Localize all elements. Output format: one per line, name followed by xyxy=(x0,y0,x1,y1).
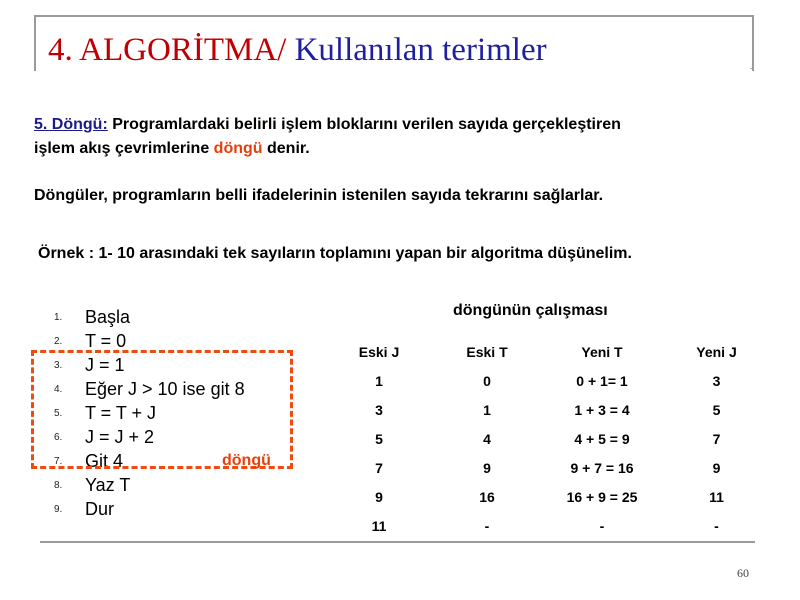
table-cell: 9 xyxy=(375,488,383,505)
example-text: Örnek : 1- 10 arasındaki tek sayıların toplamını yapan bir algoritma düşünelim. xyxy=(38,245,632,262)
table-row xyxy=(325,453,770,482)
step-text: T = 0 xyxy=(85,331,127,351)
definition-term: 5. Döngü: xyxy=(34,116,108,133)
definition-line-3: Döngüler, programların belli ifadelerinin istenilen sayıda tekrarını sağlarlar. xyxy=(34,187,604,204)
step-number: 5. xyxy=(54,408,63,419)
table-cell: 3 xyxy=(712,372,721,389)
table-cell: 1 + 3 = 4 xyxy=(574,401,630,418)
footer-divider xyxy=(40,541,755,543)
title-prefix: 4. ALGORİTMA/ xyxy=(48,32,287,68)
table-header-row xyxy=(325,337,770,366)
step-number: 8. xyxy=(54,480,63,491)
table-cell: 7 xyxy=(375,459,383,476)
table-cell: 11 xyxy=(709,488,724,505)
definition-line-2-after: denir. xyxy=(262,140,310,157)
table-cell: 9 + 7 = 16 xyxy=(570,459,634,476)
definition-highlight: döngü xyxy=(213,140,263,157)
column-header: Eski T xyxy=(466,343,508,360)
loop-label: döngü xyxy=(222,452,271,469)
table-row xyxy=(325,424,770,453)
step-text: Yaz T xyxy=(85,475,131,495)
table-cell: 4 + 5 = 9 xyxy=(574,430,630,447)
slide-title xyxy=(48,30,547,70)
table-caption: döngünün çalışması xyxy=(453,302,608,319)
step-text: J = J + 2 xyxy=(85,427,155,447)
table-cell: - xyxy=(714,517,719,534)
step-text: Başla xyxy=(85,307,131,327)
step-number: 3. xyxy=(54,360,63,371)
table-row xyxy=(325,395,770,424)
table-row xyxy=(325,366,770,395)
definition-line-2-before: işlem akış çevrimlerine xyxy=(34,140,214,157)
title-dot: . xyxy=(750,62,753,71)
step-text: Eğer J > 10 ise git 8 xyxy=(85,379,245,399)
step-text: T = T + J xyxy=(85,403,157,423)
title-suffix: Kullanılan terimler xyxy=(286,32,547,68)
table-cell: 9 xyxy=(712,459,721,476)
loop-trace-table xyxy=(325,337,770,540)
table-row xyxy=(325,482,770,511)
column-header: Eski J xyxy=(358,343,400,360)
table-cell: 4 xyxy=(483,430,491,447)
table-cell: 16 xyxy=(479,488,495,505)
table-cell: 11 xyxy=(371,517,387,534)
table-row xyxy=(325,511,770,540)
table-cell: 1 xyxy=(483,401,491,418)
table-cell: 9 xyxy=(483,459,491,476)
table-cell: 1 xyxy=(375,372,383,389)
table-cell: 3 xyxy=(375,401,383,418)
table-cell: 0 xyxy=(483,372,491,389)
page-number: 60 xyxy=(737,566,749,580)
step-number: 1. xyxy=(54,312,63,323)
definition-line-1-text: Programlardaki belirli işlem bloklarını verilen sayıda gerçekleştiren xyxy=(107,116,621,133)
step-number: 2. xyxy=(54,336,63,347)
definition-line-2 xyxy=(34,137,310,161)
table-cell: - xyxy=(484,517,490,534)
step-text: J = 1 xyxy=(85,355,125,375)
table-cell: 0 + 1= 1 xyxy=(576,372,628,389)
step-number: 6. xyxy=(54,432,63,443)
definition-line-1 xyxy=(34,113,621,137)
step-number: 7. xyxy=(54,456,63,467)
table-cell: 5 xyxy=(712,401,721,418)
table-cell: 16 + 9 = 25 xyxy=(566,488,638,505)
step-text: Dur xyxy=(85,499,115,519)
step-number: 4. xyxy=(54,384,63,395)
table-cell: - xyxy=(599,517,605,534)
column-header: Yeni T xyxy=(581,343,623,360)
step-text: Git 4 xyxy=(85,451,124,471)
step-number: 9. xyxy=(54,504,63,515)
column-header: Yeni J xyxy=(696,343,737,360)
table-cell: 5 xyxy=(375,430,383,447)
table-cell: 7 xyxy=(712,430,721,447)
